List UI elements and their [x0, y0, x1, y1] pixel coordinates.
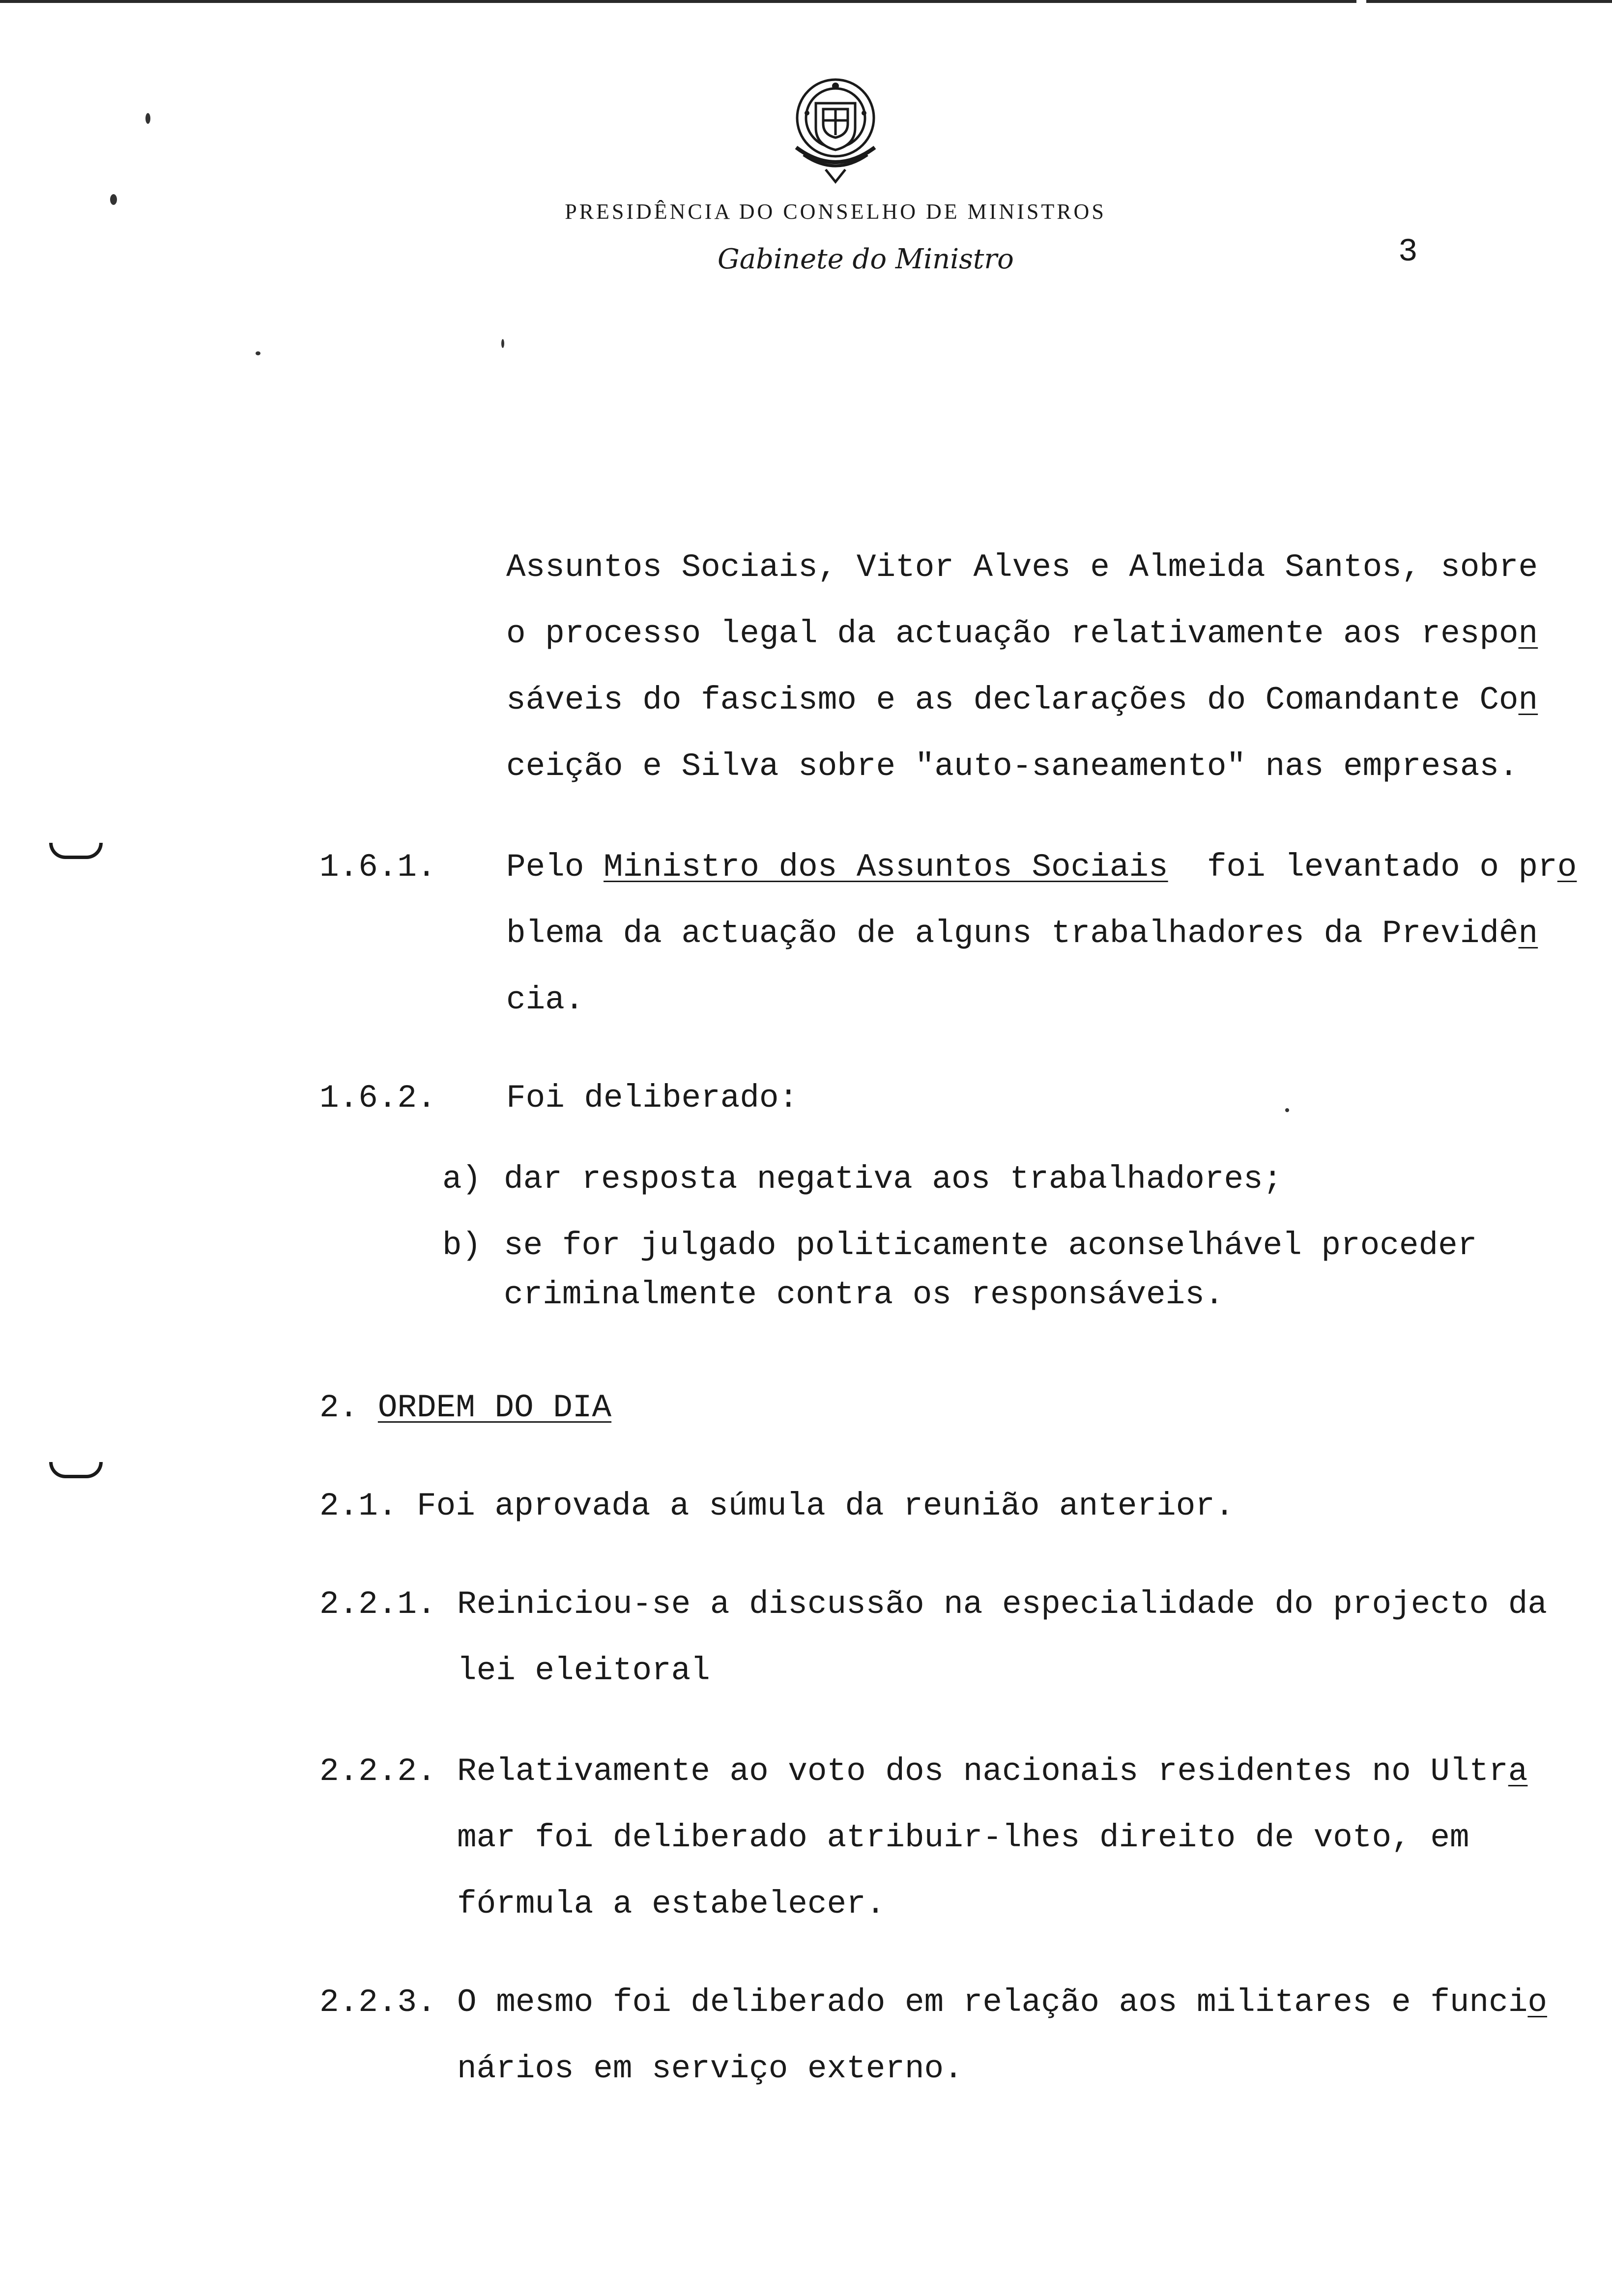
item-2-2-1-line-2: lei eleitoral [457, 1652, 710, 1689]
item-2-2-3-line-2: nários em serviço externo. [457, 2050, 963, 2087]
item-number-2-2-2: 2.2.2. [319, 1753, 436, 1790]
item-2-2-2-line-3: fórmula a estabelecer. [457, 1886, 886, 1923]
section-2-heading: 2. ORDEM DO DIA [319, 1389, 612, 1426]
coat-of-arms-icon [777, 69, 894, 187]
scan-speck [256, 351, 260, 355]
scan-speck [145, 113, 150, 124]
item-1-6-2-b-text-1: se for julgado politicamente aconselhável proceder [504, 1227, 1477, 1264]
item-number-1-6-2: 1.6.2. [319, 1080, 436, 1117]
item-1-6-2-b-text-2: criminalmente contra os responsáveis. [504, 1276, 1224, 1313]
item-number-2-2-3: 2.2.3. [319, 1984, 436, 2021]
page-number: 3 [1398, 233, 1418, 270]
item-number-1-6-1: 1.6.1. [319, 849, 436, 886]
item-1-6-2-a-label: a) [442, 1161, 482, 1198]
item-2-1: 2.1. Foi aprovada a súmula da reunião anterior. [319, 1488, 1235, 1524]
intro-line-1: Assuntos Sociais, Vitor Alves e Almeida Santos, sobre [506, 549, 1538, 586]
binder-mark [49, 843, 103, 859]
item-number-2-2-1: 2.2.1. [319, 1586, 436, 1623]
item-1-6-1-line-3: cia. [506, 981, 584, 1018]
top-rule-gap [1356, 0, 1366, 3]
item-1-6-1-line-2: blema da actuação de alguns trabalhadores da Previdên [506, 915, 1538, 952]
item-2-2-3-line-1: O mesmo foi deliberado em relação aos militares e funcio [457, 1984, 1547, 2021]
item-2-2-2-line-2: mar foi deliberado atribuir-lhes direito de voto, em [457, 1819, 1469, 1856]
intro-line-2: o processo legal da actuação relativamente aos respon [506, 615, 1538, 652]
item-1-6-2-b-label: b) [442, 1227, 482, 1264]
item-2-2-2-line-1: Relativamente ao voto dos nacionais residentes no Ultra [457, 1753, 1528, 1790]
item-1-6-2-a-text: dar resposta negativa aos trabalhadores; [504, 1161, 1283, 1198]
scan-speck [501, 339, 504, 348]
intro-line-3: sáveis do fascismo e as declarações do Comandante Con [506, 682, 1538, 718]
item-2-2-1-line-1: Reiniciou-se a discussão na especialidade do projecto da [457, 1586, 1547, 1623]
top-rule [0, 0, 1612, 3]
scan-speck [1285, 1108, 1289, 1112]
header-organization: PRESIDÊNCIA DO CONSELHO DE MINISTROS [565, 200, 1106, 224]
item-1-6-1-line-1: Pelo Ministro dos Assuntos Sociais foi levantado o pro [506, 849, 1577, 886]
item-1-6-2-text: Foi deliberado: [506, 1080, 799, 1117]
intro-line-4: ceição e Silva sobre "auto-saneamento" nas empresas. [506, 748, 1519, 785]
header-department: Gabinete do Ministro [718, 243, 1014, 275]
scan-speck [110, 194, 117, 205]
binder-mark [49, 1462, 103, 1478]
